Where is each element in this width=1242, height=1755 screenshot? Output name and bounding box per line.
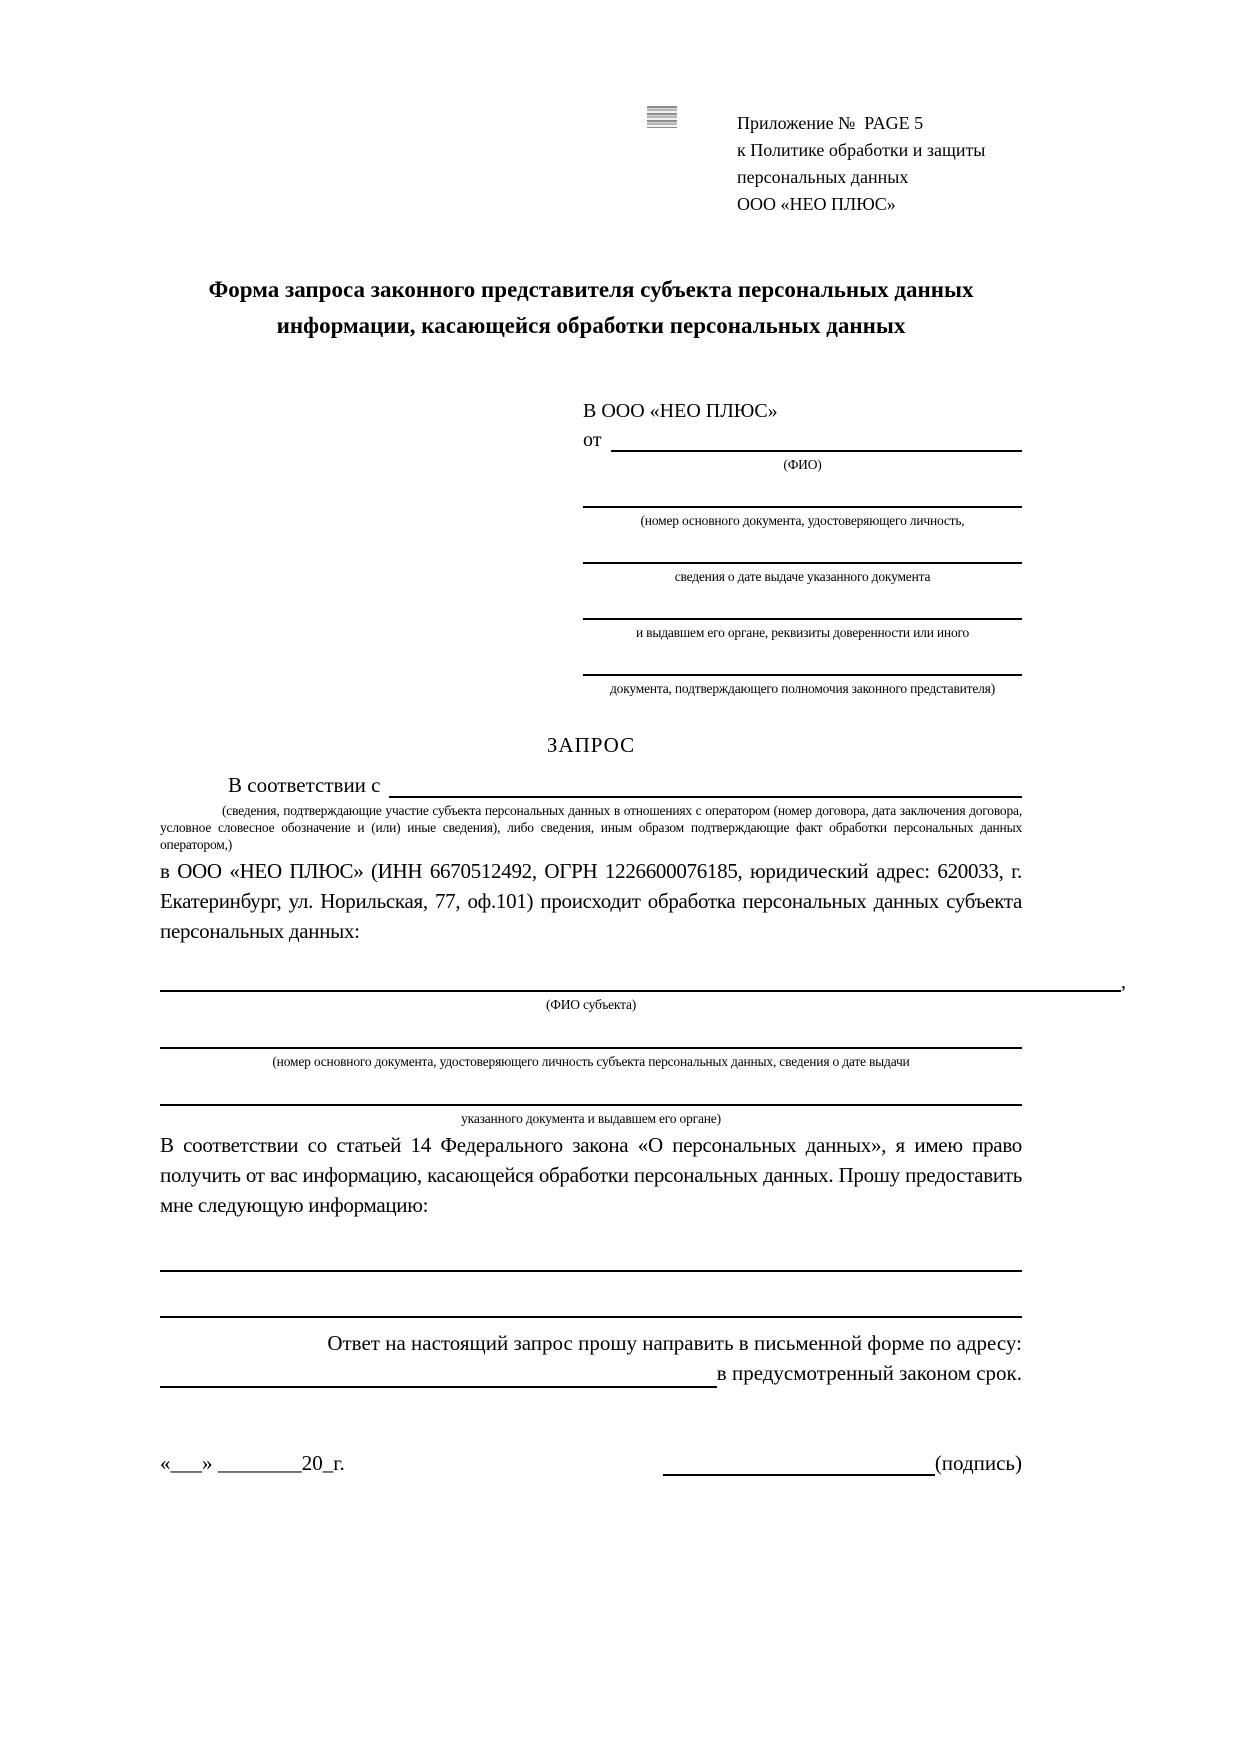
from-label: от <box>583 429 602 451</box>
subject-fio-blank-field[interactable] <box>160 972 1121 992</box>
doc-caption-1: (номер основного документа, удостоверяющего личность, <box>640 513 965 528</box>
footer-row <box>160 1450 1022 1476</box>
representative-doc-number-blank-field[interactable] <box>583 473 1022 508</box>
fio-caption: (ФИО) <box>783 457 822 472</box>
intro-prefix: В соответствии с <box>228 773 381 797</box>
reply-suffix: в предусмотренный законом срок. <box>716 1361 1022 1385</box>
law-paragraph: В соответствии со статьей 14 Федерального закона «О персональных данных», я имею право получить от вас информацию, касающейся обработки персональных данных. Прошу предоставить мне следующую информацию: <box>160 1133 1022 1217</box>
appendix-number-line: Приложение № PAGE 5 <box>737 113 924 133</box>
appendix-company-line: ООО «НЕО ПЛЮС» <box>737 194 896 214</box>
subject-fio-caption: (ФИО субъекта) <box>545 997 637 1012</box>
requested-info-blank-field-2[interactable] <box>160 1272 1022 1318</box>
reply-address-row <box>160 1358 1022 1388</box>
subject-doc-caption-2: указанного документа и выдавшем его органе) <box>461 1111 721 1126</box>
form-title <box>160 272 1022 344</box>
relation-details-blank-field[interactable] <box>389 796 1023 798</box>
operator-paragraph: в ООО «НЕО ПЛЮС» (ИНН 6670512492, ОГРН 1226600076185, юридический адрес: 620033, г. Екатеринбург, ул. Норильская, 77, оф.101) происходит обработка персональных данных субъекта персональных данных: <box>160 859 1022 943</box>
subject-fio-comma: , <box>1121 971 1126 993</box>
subject-doc-blank-field[interactable] <box>160 1013 1022 1049</box>
requested-info-blank-field-1[interactable] <box>160 1220 1022 1272</box>
representative-doc-authority-blank-field[interactable] <box>583 585 1022 620</box>
signature-caption: (подпись) <box>934 1451 1022 1475</box>
relation-fine-print: (сведения, подтверждающие участие субъекта персональных данных в отношениях с оператором (номер договора, дата заключения договора, условное словесное обозначение и (или) иные сведения), либо сведения, иным образом подтверждающие факт обработки персональных данных оператором,) <box>160 803 1022 852</box>
doc-caption-2: сведения о дате выдаче указанного документа <box>674 569 931 584</box>
representative-fio-blank-field[interactable] <box>611 450 1022 452</box>
appendix-policy-line2: персональных данных <box>737 167 909 187</box>
form-title-line2: информации, касающейся обработки персональных данных <box>276 313 906 338</box>
document-body <box>160 0 1126 1476</box>
addressee-company: В ООО «НЕО ПЛЮС» <box>583 400 778 422</box>
representative-doc-date-blank-field[interactable] <box>583 529 1022 564</box>
subject-fio-row <box>160 971 1126 993</box>
date-line: «___» ________20_г. <box>160 1451 345 1475</box>
subject-doc-authority-blank-field[interactable] <box>160 1070 1022 1106</box>
request-heading: ЗАПРОС <box>546 733 636 757</box>
from-row <box>583 426 1022 452</box>
signature-row <box>663 1450 1022 1476</box>
appendix-policy-line: к Политике обработки и защиты <box>737 140 986 160</box>
doc-caption-3: и выдавшем его органе, реквизиты доверенности или иного <box>635 625 970 640</box>
subject-doc-caption-1: (номер основного документа, удостоверяющего личность субъекта персональных данных, сведения о дате выдачи <box>272 1054 910 1069</box>
reply-instruction: Ответ на настоящий запрос прошу направить в письменной форме по адресу: <box>327 1331 1022 1355</box>
doc-caption-4: документа, подтверждающего полномочия законного представителя) <box>609 681 995 696</box>
signature-blank-field[interactable] <box>663 1454 935 1476</box>
form-title-line1: Форма запроса законного представителя субъекта персональных данных <box>208 277 974 302</box>
representative-authority-doc-blank-field[interactable] <box>583 641 1022 676</box>
intro-row <box>160 768 1022 798</box>
reply-address-blank-field[interactable] <box>160 1362 717 1388</box>
addressee-block <box>583 396 1022 697</box>
